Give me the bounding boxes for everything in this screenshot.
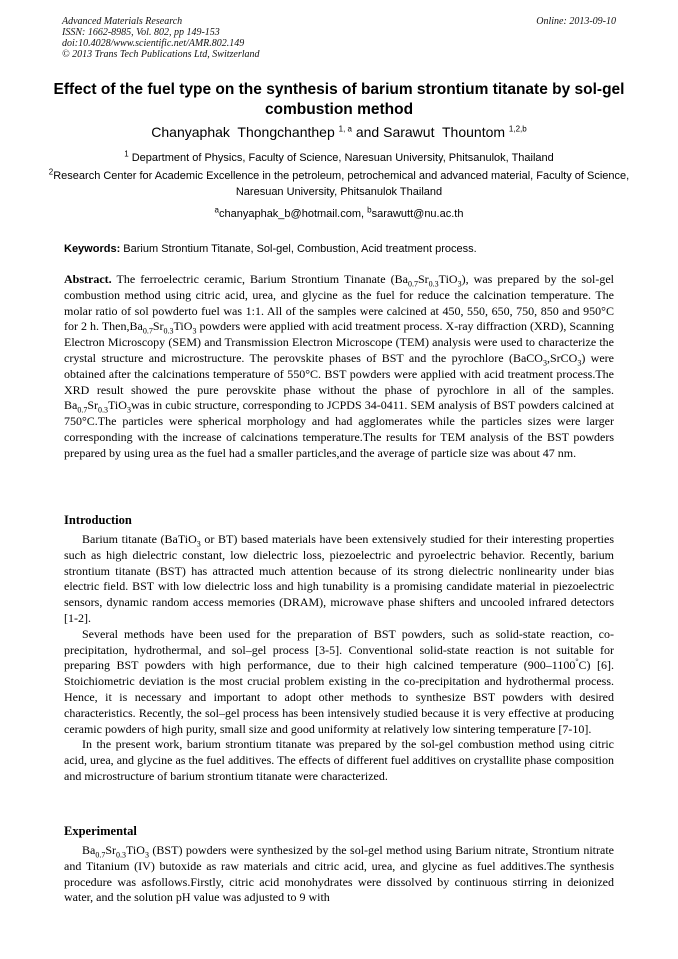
email-b[interactable]: sarawutt@nu.ac.th: [371, 208, 464, 220]
subscript: 3: [126, 405, 131, 415]
doi-line: doi:10.4028/www.scientific.net/AMR.802.149: [62, 38, 245, 49]
subscript: 0.3: [98, 405, 109, 415]
affiliation-2-marker: 2: [48, 167, 54, 177]
subscript: 3: [457, 279, 462, 289]
body-text: or BT) based materials have been extensively studied for their interesting properties such as high dielectric constant, low dielectric loss, piezoelectric and pyroelectric behavior. Recently, barium strontium titanate (BST) has attracted much attention because of its strong dielectric nonlinearity under bias electric field. BST with low dielectric loss and high tunability is a promising candidate material in piezoelectric sensors, dynamic random access memories (DRAM), microwave phase shifters and uncooled infrared detectors [1-2].: [64, 532, 615, 625]
body-text: C) [6]. Stoichiometric deviation is the most crucial problem existing in the co-precipitation and hydrothermal process. Hence, it is necessary and important to adopt other methods to synthesize BST powders with desired characteristics. Recently, the sol–gel process has been intensively studied because it is very effective at producing ceramic powders of high purity, small size and good uniformity at relatively low sintering temperature [7-10].: [64, 658, 615, 736]
abstract-text: TiO: [438, 272, 458, 286]
subscript: 3: [144, 850, 149, 860]
keywords: [64, 241, 616, 257]
abstract-text: was in cubic structure, corresponding to JCPDS 34-0411. SEM analysis of BST powders calcined at 750°C.The particles were spherical morphology and had agglomerates while the particles sizes were larger corresponding with the increase of calcinations temperature.The results for TEM analysis of the BST powders prepared by using urea as the fuel had a smaller particles,and the average of particle size was about 47 nm.: [64, 398, 614, 460]
subscript: 0.7: [407, 279, 418, 289]
subscript: 0.3: [116, 850, 127, 860]
body-text: Several methods have been used for the preparation of BST powders, such as solid-state reaction, co-precipitation, hydrothermal, and sol–gel process [3-5]. Conventional solid-state reaction is not suitable for preparing BST powders with high performance, due to their high calcined temperature (900–1100: [64, 626, 614, 673]
email-a-marker: a: [214, 205, 219, 215]
author-2: Sarawut Thountom: [383, 124, 506, 140]
introduction-section: [64, 532, 614, 785]
abstract-label: Abstract.: [64, 272, 112, 286]
journal-name: Advanced Materials Research: [62, 16, 183, 27]
superscript: °: [575, 657, 579, 667]
abstract-text: The ferroelectric ceramic, Barium Strontium Tinanate (Ba: [111, 272, 408, 286]
affiliation-1: [40, 150, 638, 166]
abstract-text: TiO: [108, 398, 127, 413]
experimental-section: [64, 843, 614, 906]
keywords-label: Keywords:: [64, 243, 121, 255]
author-line: [40, 123, 638, 141]
body-text: TiO: [126, 843, 145, 857]
author-conjunction: and: [351, 124, 384, 140]
body-text: Barium titanate (BaTiO: [82, 532, 197, 546]
experimental-heading: Experimental: [64, 824, 137, 838]
abstract-paragraph: [64, 272, 614, 462]
affiliation-1-marker: 1: [124, 149, 129, 159]
subscript: 0.3: [163, 326, 174, 336]
subscript: 3: [577, 358, 582, 368]
author-1: Chanyaphak Thongchanthep: [151, 124, 335, 140]
abstract-text: Sr: [87, 398, 99, 413]
body-text: (BST) powders were synthesized by the sol-gel method using Barium nitrate, Strontium nitrate and Titanium (IV) butoxide as raw materials and citric acid, urea, and glycine as fuel additives.The synthesis procedure was asfollows.Firstly, citric acid monohydrates were dissolved by continuous stirring in deionized water, and the solution pH value was adjusted to 9 with: [64, 843, 614, 905]
email-a[interactable]: chanyaphak_b@hotmail.com,: [218, 208, 368, 220]
body-text: Ba: [82, 843, 96, 857]
subscript: 0.3: [428, 279, 439, 289]
affiliation-2-text: Research Center for Academic Excellence in the petroleum, petrochemical and advanced material, Faculty of Science, Naresuan University, Phitsanulok Thailand: [53, 170, 630, 198]
abstract-text: Sr: [152, 319, 164, 334]
abstract-text: powders were applied with acid treatment process. X-ray diffraction (XRD), Scanning Electron Microscopy (SEM) and Transmission Electron Microscope (TEM) analysis were used to characterize the crystal structure and microstructure. The perovskite phases of BST and the pyrochlore (BaCO: [64, 319, 615, 365]
copyright-line: © 2013 Trans Tech Publications Ltd, Switzerland: [62, 49, 260, 60]
affiliation-2: [40, 168, 638, 200]
abstract-text: ,SrCO: [546, 350, 578, 365]
introduction-paragraph-3: In the present work, barium strontium titanate was prepared by the sol-gel combustion method using citric acid, urea, and glycine as the fuel additives. The effects of different fuel additives on crystallite phase composition and microstructure of barium strontium titanate were characterized.: [64, 737, 614, 783]
subscript: 0.7: [77, 405, 88, 415]
abstract-text: ) were obtained after the calcinations temperature of 550°C. BST powders were applied with acid treatment process.The XRD result showed the pure perovskite phase without the phase of pyrochlore in all of the samples. Ba: [64, 350, 615, 413]
abstract-text: ), was prepared by the sol-gel combustion method using citric acid, urea, and glycine as the fuel for reduce the calcination temperature. The molar ratio of sol powderto fuel was 1:1. All of the samples were calcined at 450, 550, 650, 750, 850 and 950°C for 2 h. Then,Ba: [64, 272, 614, 334]
abstract-text: TiO: [173, 319, 193, 334]
introduction-paragraph-2: [64, 627, 614, 738]
subscript: 0.7: [142, 326, 153, 336]
introduction-paragraph-1: [64, 532, 614, 627]
paper-title: Effect of the fuel type on the synthesis of barium strontium titanate by sol-gel combustion method: [53, 81, 625, 118]
experimental-paragraph-1: [64, 843, 614, 906]
abstract-text: Sr: [417, 272, 429, 286]
affiliation-1-text: Department of Physics, Faculty of Science, Naresuan University, Phitsanulok, Thailand: [128, 152, 554, 164]
author-1-affil: 1, a: [338, 124, 352, 134]
subscript: 3: [542, 358, 547, 368]
introduction-heading: Introduction: [64, 513, 132, 527]
author-2-affil: 1,2,b: [508, 124, 527, 134]
email-line: [40, 206, 638, 222]
keywords-text: Barium Strontium Titanate, Sol-gel, Combustion, Acid treatment process.: [120, 243, 477, 255]
subscript: 3: [196, 539, 201, 549]
online-date: Online: 2013-09-10: [536, 16, 616, 27]
issn-line: ISSN: 1662-8985, Vol. 802, pp 149-153: [62, 27, 220, 38]
subscript: 0.7: [95, 850, 106, 860]
subscript: 3: [192, 326, 197, 336]
email-b-marker: b: [367, 205, 372, 215]
body-text: Sr: [105, 843, 117, 857]
journal-header: [62, 16, 422, 60]
